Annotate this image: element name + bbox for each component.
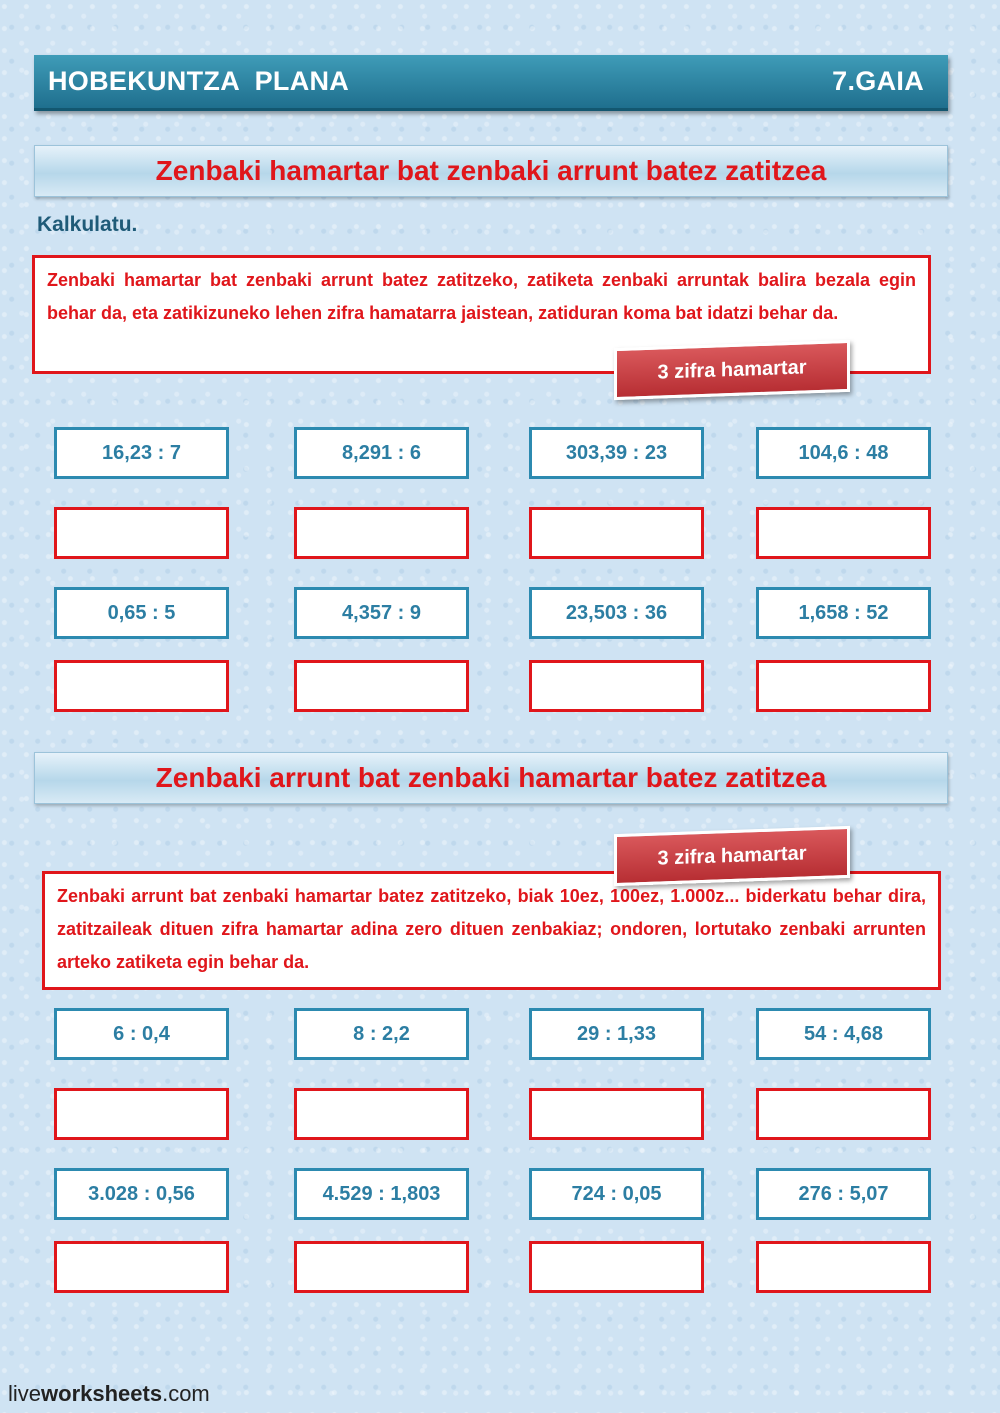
liveworksheets-logo[interactable] (8, 1381, 210, 1407)
instruction: Kalkulatu. (37, 213, 138, 236)
s1-answer-3[interactable] (529, 507, 704, 559)
s1-answer-7[interactable] (529, 660, 704, 712)
footer-suffix: .com (162, 1381, 210, 1406)
section1-rule: Zenbaki hamartar bat zenbaki arrunt batez zatitzeko, zatiketa zenbaki arruntak balira bezala egin behar da, eta zatikizuneko lehen zifra hamatarra jaistean, zatiduran koma bat idatzi behar da. (32, 255, 931, 374)
s2-answer-8[interactable] (756, 1241, 931, 1293)
s1-problem-4: 104,6 : 48 (756, 427, 931, 479)
s1-answer-1[interactable] (54, 507, 229, 559)
s2-problem-2: 8 : 2,2 (294, 1008, 469, 1060)
s1-problem-8: 1,658 : 52 (756, 587, 931, 639)
s2-answer-3[interactable] (529, 1088, 704, 1140)
s2-problem-8: 276 : 5,07 (756, 1168, 931, 1220)
s2-answer-1[interactable] (54, 1088, 229, 1140)
header-unit: 7.GAIA (832, 66, 924, 96)
s2-answer-4[interactable] (756, 1088, 931, 1140)
s1-answer-2[interactable] (294, 507, 469, 559)
s1-answer-8[interactable] (756, 660, 931, 712)
s2-problem-4: 54 : 4,68 (756, 1008, 931, 1060)
s2-problem-7: 724 : 0,05 (529, 1168, 704, 1220)
s2-problem-5: 3.028 : 0,56 (54, 1168, 229, 1220)
s1-problem-6: 4,357 : 9 (294, 587, 469, 639)
s2-answer-5[interactable] (54, 1241, 229, 1293)
section2-ribbon: 3 zifra hamartar (614, 826, 850, 886)
s1-answer-5[interactable] (54, 660, 229, 712)
s1-answer-4[interactable] (756, 507, 931, 559)
s2-answer-6[interactable] (294, 1241, 469, 1293)
s2-answer-7[interactable] (529, 1241, 704, 1293)
s2-problem-3: 29 : 1,33 (529, 1008, 704, 1060)
section2-rule: Zenbaki arrunt bat zenbaki hamartar batez zatitzeko, biak 10ez, 100ez, 1.000z... biderkatu behar dira, zatitzaileak dituen zifra hamartar adina zero dituen zenbakiaz; ondoren, lortutako zenbaki arrunten arteko zatiketa egin behar da. (42, 871, 941, 990)
s2-answer-2[interactable] (294, 1088, 469, 1140)
s2-problem-1: 6 : 0,4 (54, 1008, 229, 1060)
s2-problem-6: 4.529 : 1,803 (294, 1168, 469, 1220)
footer-brand: worksheets (41, 1381, 163, 1406)
s1-problem-2: 8,291 : 6 (294, 427, 469, 479)
s1-answer-6[interactable] (294, 660, 469, 712)
section1-title: Zenbaki hamartar bat zenbaki arrunt batez zatitzea (34, 145, 948, 197)
footer-prefix: live (8, 1381, 42, 1406)
section2-title: Zenbaki arrunt bat zenbaki hamartar batez zatitzea (34, 752, 948, 804)
header-title: HOBEKUNTZA PLANA (48, 66, 350, 96)
s1-problem-5: 0,65 : 5 (54, 587, 229, 639)
s1-problem-1: 16,23 : 7 (54, 427, 229, 479)
header-bar (34, 55, 948, 111)
s1-problem-3: 303,39 : 23 (529, 427, 704, 479)
section1-ribbon: 3 zifra hamartar (614, 340, 850, 400)
s1-problem-7: 23,503 : 36 (529, 587, 704, 639)
